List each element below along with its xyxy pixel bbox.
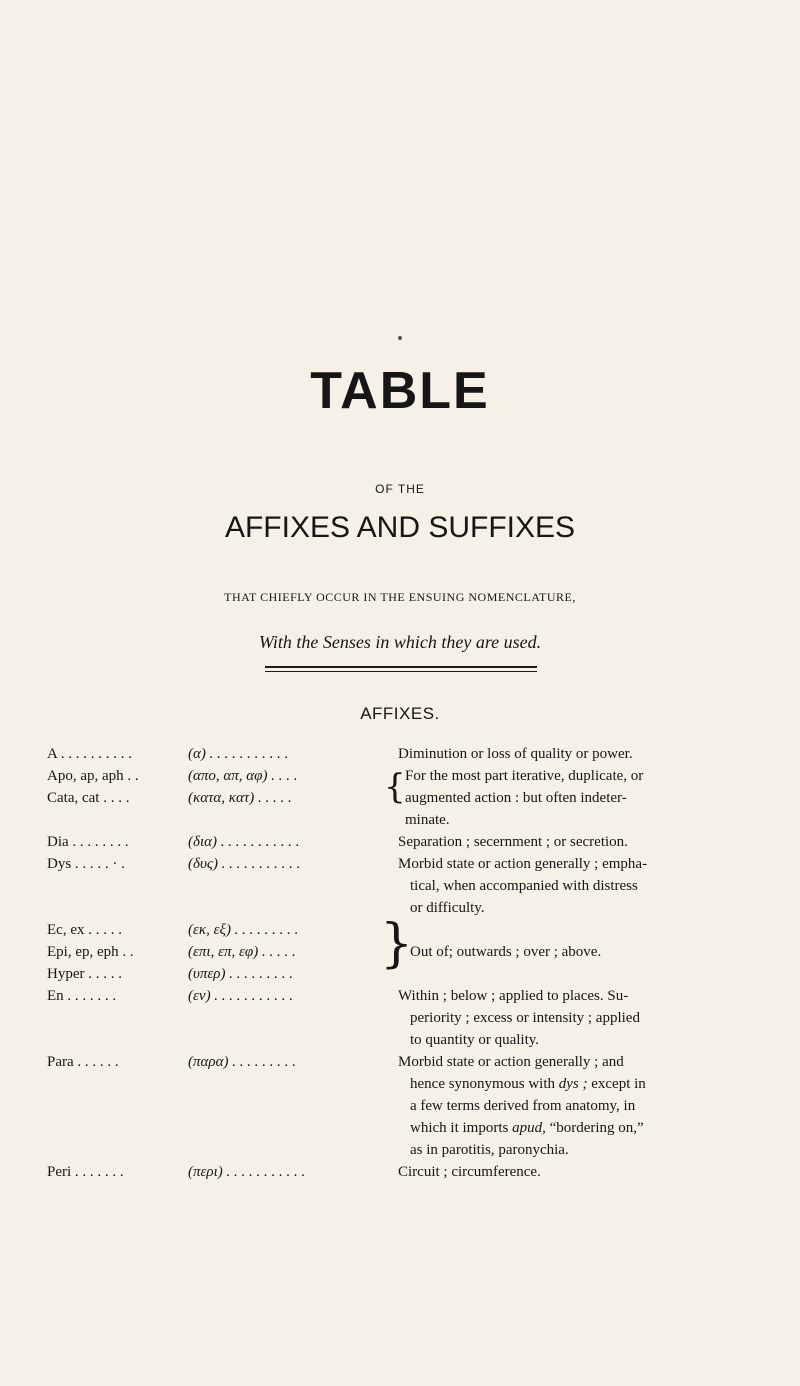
section-heading-affixes: AFFIXES. (360, 704, 440, 723)
greek-para: (παρα) . . . . . . . . . (188, 1054, 296, 1070)
meaning-peri: Circuit ; circumference. (398, 1164, 541, 1180)
affix-apo: Apo, ap, aph . . (47, 768, 139, 784)
meaning-apo-cata-line2: augmented action : but often indeter- (405, 790, 627, 806)
meaning-en-line2: periority ; excess or intensity ; applied (410, 1010, 640, 1026)
meaning-apo-cata-line3: minate. (405, 812, 450, 828)
double-rule-top (265, 666, 537, 668)
title-of-the: OF THE (375, 482, 425, 496)
meaning-para-line3: a few terms derived from anatomy, in (410, 1098, 636, 1114)
brace-ec-epi-hyper: } (380, 914, 414, 974)
paper-speck (398, 336, 402, 340)
greek-cata: (κατα, κατ) . . . . . (188, 790, 292, 806)
greek-a: (α) . . . . . . . . . . . (188, 746, 289, 762)
title-senses-line: With the Senses in which they are used. (258, 632, 542, 652)
meaning-apo-cata-line1: For the most part iterative, duplicate, or (405, 768, 644, 784)
greek-dys: (δυς) . . . . . . . . . . . (188, 856, 301, 872)
affix-para: Para . . . . . . (47, 1054, 119, 1070)
page-subtitle: AFFIXES AND SUFFIXES (224, 511, 576, 544)
meaning-para-line1: Morbid state or action generally ; and (398, 1054, 624, 1070)
affix-cata: Cata, cat . . . . (47, 790, 130, 806)
meaning-dys-line3: or difficulty. (410, 900, 485, 916)
affix-epi: Epi, ep, eph . . (47, 944, 134, 960)
meaning-para-line2: hence synonymous with dys ; except in (410, 1076, 646, 1092)
affix-a: A . . . . . . . . . . (47, 746, 133, 762)
brace-apo-cata: { (384, 767, 406, 807)
title-that-line: THAT CHIEFLY OCCUR IN THE ENSUING NOMENCLATURE, (224, 590, 576, 604)
page-title: TABLE (310, 362, 490, 420)
meaning-dia: Separation ; secernment ; or secretion. (398, 834, 628, 850)
meaning-en-line1: Within ; below ; applied to places. Su- (398, 988, 629, 1004)
greek-apo: (απο, απ, αφ) . . . . (188, 768, 298, 784)
greek-epi: (επι, επ, εφ) . . . . . (188, 944, 296, 960)
meaning-para-line4: which it imports apud, “bordering on,” (410, 1120, 644, 1136)
greek-peri: (περι) . . . . . . . . . . . (188, 1164, 306, 1180)
meaning-dys-line1: Morbid state or action generally ; empha- (398, 856, 648, 872)
greek-dia: (δια) . . . . . . . . . . . (188, 834, 300, 850)
affix-dia: Dia . . . . . . . . (47, 834, 129, 850)
affix-peri: Peri . . . . . . . (47, 1164, 124, 1180)
greek-hyper: (υπερ) . . . . . . . . . (188, 966, 293, 982)
affix-hyper: Hyper . . . . . (47, 966, 122, 982)
affix-ec: Ec, ex . . . . . (47, 922, 122, 938)
double-rule-bottom (265, 671, 537, 672)
meaning-en-line3: to quantity or quality. (410, 1032, 540, 1048)
greek-ec: (εκ, εξ) . . . . . . . . . (188, 922, 299, 938)
meaning-para-line5: as in parotitis, paronychia. (410, 1142, 569, 1158)
meaning-a: Diminution or loss of quality or power. (398, 746, 633, 762)
affix-en: En . . . . . . . (47, 988, 117, 1004)
meaning-dys-line2: tical, when accompanied with distress (410, 878, 638, 894)
affix-dys: Dys . . . . . · . (47, 856, 125, 872)
greek-en: (εν) . . . . . . . . . . . (188, 988, 294, 1004)
meaning-ec-epi-hyper: Out of; outwards ; over ; above. (410, 944, 602, 960)
